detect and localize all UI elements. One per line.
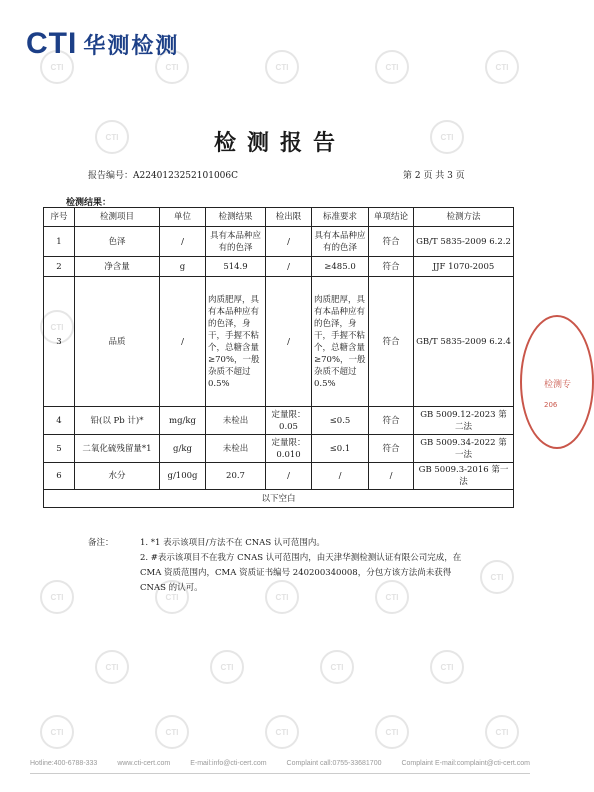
cell-requirement: ≤0.1 xyxy=(312,435,369,463)
cell-result: 未检出 xyxy=(206,407,266,435)
cell-limit: 定量限：0.05 xyxy=(266,407,312,435)
cell-requirement: / xyxy=(312,463,369,490)
watermark-icon: CTI xyxy=(155,580,189,614)
svg-text:206: 206 xyxy=(544,401,558,409)
cell-requirement: ≤0.5 xyxy=(312,407,369,435)
column-header: 检测方法 xyxy=(414,208,514,227)
cell-conclusion: 符合 xyxy=(369,277,414,407)
watermark-icon: CTI xyxy=(430,120,464,154)
watermark-icon: CTI xyxy=(375,580,409,614)
watermark-icon: CTI xyxy=(210,650,244,684)
watermark-icon: CTI xyxy=(95,650,129,684)
watermark-icon: CTI xyxy=(40,580,74,614)
watermark-icon: CTI xyxy=(430,650,464,684)
cell-unit: mg/kg xyxy=(160,407,206,435)
cell-method: GB/T 5835-2009 6.2.2 xyxy=(414,227,514,257)
cell-no: 6 xyxy=(44,463,75,490)
watermark-icon: CTI xyxy=(265,715,299,749)
table-row xyxy=(44,435,514,463)
column-header: 序号 xyxy=(44,208,75,227)
cell-requirement: 具有本品种应有的色泽 xyxy=(312,227,369,257)
cell-unit: g xyxy=(160,257,206,277)
cell-item: 水分 xyxy=(75,463,160,490)
page-indicator: 第 2 页 共 3 页 xyxy=(403,171,465,181)
section-heading: 检测结果： xyxy=(66,198,112,208)
cell-result: 514.9 xyxy=(206,257,266,277)
svg-text:检测专: 检测专 xyxy=(544,380,572,390)
seal-icon xyxy=(522,317,592,447)
watermark-icon: CTI xyxy=(40,715,74,749)
watermark-icon: CTI xyxy=(40,50,74,84)
watermark-icon: CTI xyxy=(95,120,129,154)
company-logo xyxy=(26,27,179,61)
watermark-icon: CTI xyxy=(375,715,409,749)
cell-method: GB/T 5835-2009 6.2.4 xyxy=(414,277,514,407)
table-row-blank xyxy=(44,490,514,508)
cell-result: 20.7 xyxy=(206,463,266,490)
cell-item: 二氧化硫残留量*1 xyxy=(75,435,160,463)
red-seal-stamp xyxy=(520,315,594,449)
page-footer xyxy=(30,760,530,767)
cell-method: JJF 1070-2005 xyxy=(414,257,514,277)
report-number: 报告编号：A2240123252101006C xyxy=(88,171,239,181)
cell-item: 品质 xyxy=(75,277,160,407)
column-header: 标准要求 xyxy=(312,208,369,227)
column-header: 检测结果 xyxy=(206,208,266,227)
footer-divider xyxy=(30,773,530,774)
cell-unit: g/kg xyxy=(160,435,206,463)
table-header-row xyxy=(44,208,514,227)
cell-unit: / xyxy=(160,227,206,257)
cell-unit: / xyxy=(160,277,206,407)
watermark-icon: CTI xyxy=(40,310,74,344)
column-header: 单位 xyxy=(160,208,206,227)
cell-limit: / xyxy=(266,463,312,490)
cell-conclusion: / xyxy=(369,463,414,490)
watermark-icon: CTI xyxy=(375,50,409,84)
watermark-icon: CTI xyxy=(320,650,354,684)
watermark-icon: CTI xyxy=(155,50,189,84)
footer-email-link[interactable]: E-mail:info@cti-cert.com xyxy=(190,760,267,767)
watermark-icon: CTI xyxy=(265,50,299,84)
cell-result: 未检出 xyxy=(206,435,266,463)
table-row xyxy=(44,463,514,490)
cell-item: 净含量 xyxy=(75,257,160,277)
cell-no: 2 xyxy=(44,257,75,277)
note-line-1: 1. *1 表示该项目/方法不在 CNAS 认可范围内。 xyxy=(140,538,325,548)
cell-no: 4 xyxy=(44,407,75,435)
cell-no: 3 xyxy=(44,277,75,407)
cell-limit: / xyxy=(266,277,312,407)
cell-limit: / xyxy=(266,227,312,257)
footer-complaint-email-link[interactable]: Complaint E-mail:complaint@cti-cert.com xyxy=(401,760,530,767)
cell-method: GB 5009.3-2016 第一法 xyxy=(414,463,514,490)
notes-body xyxy=(140,536,470,596)
column-header: 检测项目 xyxy=(75,208,160,227)
cell-conclusion: 符合 xyxy=(369,227,414,257)
cell-unit: g/100g xyxy=(160,463,206,490)
cell-conclusion: 符合 xyxy=(369,407,414,435)
blank-row-label: 以下空白 xyxy=(44,490,514,508)
footer-hotline: Hotline:400-6788-333 xyxy=(30,760,98,767)
note-line-2: 2. #表示该项目不在我方 CNAS 认可范围内，由天津华测检测认证有限公司完成，在 CMA 资质范围内，CMA 资质证书编号 240200340008，分包方该方法尚未获得 CNAS 的认可。 xyxy=(140,553,462,593)
footer-complaint-call: Complaint call:0755-33681700 xyxy=(286,760,382,767)
cell-conclusion: 符合 xyxy=(369,257,414,277)
table-row xyxy=(44,227,514,257)
results-table xyxy=(43,207,514,508)
cell-method: GB 5009.12-2023 第二法 xyxy=(414,407,514,435)
notes-label: 备注： xyxy=(88,538,114,548)
cell-requirement: 肉质肥厚，具有本品种应有的色泽，身干，手握不粘个，总糖含量≥70%，一般杂质不超过0.5% xyxy=(312,277,369,407)
cell-method: GB 5009.34-2022 第一法 xyxy=(414,435,514,463)
cell-result: 具有本品种应有的色泽 xyxy=(206,227,266,257)
cell-no: 5 xyxy=(44,435,75,463)
cell-conclusion: 符合 xyxy=(369,435,414,463)
cell-item: 色泽 xyxy=(75,227,160,257)
cell-result: 肉质肥厚，具有本品种应有的色泽，身干，手握不粘个，总糖含量≥70%，一般杂质不超过0.5% xyxy=(206,277,266,407)
cell-limit: 定量限：0.010 xyxy=(266,435,312,463)
cell-limit: / xyxy=(266,257,312,277)
watermark-icon: CTI xyxy=(480,560,514,594)
column-header: 检出限 xyxy=(266,208,312,227)
footer-website-link[interactable]: www.cti-cert.com xyxy=(117,760,171,767)
watermark-icon: CTI xyxy=(155,715,189,749)
column-header: 单项结论 xyxy=(369,208,414,227)
cell-requirement: ≥485.0 xyxy=(312,257,369,277)
watermark-icon: CTI xyxy=(265,580,299,614)
table-row xyxy=(44,257,514,277)
logo-chinese-name: 华测检测 xyxy=(83,33,180,59)
logo-text: CTI xyxy=(26,27,78,60)
watermark-icon: CTI xyxy=(485,50,519,84)
cell-no: 1 xyxy=(44,227,75,257)
watermark-icon: CTI xyxy=(485,715,519,749)
report-title: 检测报告 xyxy=(213,130,346,156)
table-row xyxy=(44,277,514,407)
table-row xyxy=(44,407,514,435)
cell-item: 铅(以 Pb 计)* xyxy=(75,407,160,435)
